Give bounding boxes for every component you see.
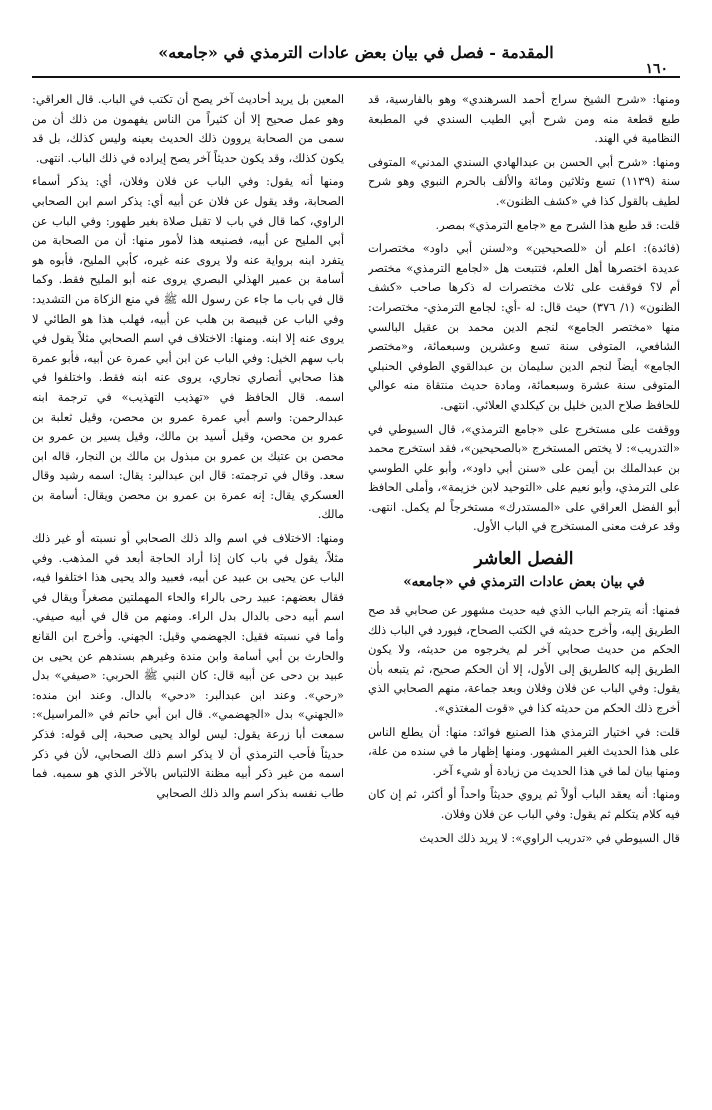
left-column (32, 90, 344, 1090)
paragraph: قلت: في اختيار الترمذي هذا الصنيع فوائد: منها: أن يطلع الناس على هذا الحديث الغير المشهور. ومنها إظهار ما في سنده من علة، ومنها بيان لما في هذا الحديث من زيادة أو شيء آخر. (368, 724, 680, 778)
paragraph: (فائدة): اعلم أن «للصحيحين» و«لسنن أبي داود» مختصرات عديدة اختصرها أهل العلم، فتتبعت هل «لجامع الترمذي» مختصر أم لا؟ فوقفت على ثلاث مختصرات له ذكرها صاحب «كشف الظنون» (١/ ٣٧٦) حيث قال: له -أي: لجامع الترمذي- مختصرات: منها «مختصر الجامع» لنجم الدين محمد بن عقيل البالسي الشافعي، المتوفى سنة تسع وعشرين وسبعمائة، و«مختصر الجامع» أيضاً لنجم الدين سليمان بن عبدالقوي الطوفي الحنبلي المتوفى سنة عشرة وسبعمائة، ومادة حديث منتقاة منه عوالي للحافظ صلاح الدين خليل بن كيكلدي العلائي. انتهى. (368, 241, 680, 412)
page-number: ١٦٠ (645, 61, 668, 77)
running-title: المقدمة - فصل في بيان بعض عادات الترمذي في «جامعه» (158, 43, 554, 62)
paragraph: فمنها: أنه يترجم الباب الذي فيه حديث مشهور عن صحابي قد صح الطريق إليه، وأخرج حديثه في الكتب الصحاح، فيورد في الباب ذلك الحكم من حديث صحابي آخر لم يخرجوه من حديثه، ولا يكون الطريق إليه كالطريق إلى الأول، إلا أن الحكم صحيح، ثم يتبعه بأن يقول: وفي الباب عن فلان وفلان وبعد جماعة، منهم الصحابي الذي أخرج ذلك الحكم من حديثه كذا في «قوت المغتذي». (368, 603, 680, 716)
page-header (32, 36, 680, 78)
paragraph: المعين بل يريد أحاديث آخر يصح أن تكتب في الباب. قال العراقي: وهو عمل صحيح إلا أن كثيراً من الناس يفهمون من ذلك أن من سمى من الصحابة يروون ذلك الحديث بعينه وليس كذلك، بل قد يكون كذلك، وقد يكون حديثاً آخر يصح إيراده في ذلك الباب. انتهى. (32, 92, 344, 165)
paragraph: ومنها: «شرح أبي الحسن بن عبدالهادي السندي المدني» المتوفى سنة (١١٣٩) تسع وثلاثين ومائة والألف بالحرم النبوي وهو شرح لطيف بالقول كذا في «كشف الظنون». (368, 154, 680, 208)
paragraph: ومنها أنه يقول: وفي الباب عن فلان وفلان، أي: يذكر أسماء الصحابة، وقد يقول عن فلان عن أبيه أي: يذكر اسم ابن الصحابي الراوي، كما قال في باب لا تقبل صلاة بغير طهور: وفي الباب عن أبي المليح عن أبيه، فصنيعه هذا لأمور منها: أن من الصحابة من يتفرد ابنه برواية عنه ولا يروى عنه غيره، كأبي المليح، فأبوه هو أسامة بن عمير الهذلي البصري يروى عنه أبو المليح فقط. وكما قال في باب ما جاء عن رسول الله ﷺ في منع الزكاة من التشديد: وفي الباب عن قبيصة بن هلب عن أبيه، فهلب هذا هو الطائي لا يروى عنه إلا ابنه. ومنها: الاختلاف في اسم الصحابي مثلاً يقول في باب سهم الخيل: وفي الباب عن ابن أبي عمرة عن أبيه، فأبو عمرة هذا صحابي أنصاري نجاري، يروى عنه ابنه فقط. واختلفوا في اسمه. قال الحافظ في «تهذيب التهذيب» في ترجمة ابنه عبدالرحمن: واسم أبي عمرة عمرو بن محصن، وقيل ثعلبة بن عمرو بن محصن، وقيل أسيد بن مالك، وقيل يسير بن عمرو بن محصن بن عتيك بن عمرو بن مبذول بن مالك بن النجار، قاله ابن سعد. وقال في ترجمته: قال ابن عبدالبر: يقال: اسمه رشيد وقال العسكري يقال: إنه عمرة بن عمرو بن محصن ويقال: أسامة بن مالك. (32, 174, 344, 522)
paragraph: قلت: قد طبع هذا الشرح مع «جامع الترمذي» بمصر. (435, 217, 680, 232)
chapter-heading (368, 547, 680, 593)
right-column (368, 90, 680, 1090)
paragraph: ومنها: «شرح الشيخ سراج أحمد السرهندي» وهو بالفارسية، قد طبع قطعة منه ومن شرح أبي الطيب السندي في المطبعة النظامية في الهند. (368, 92, 680, 146)
chapter-title: الفصل العاشر (474, 549, 574, 570)
paragraph: ووقفت على مستخرج على «جامع الترمذي»، قال السيوطي في «التدريب»: لا يختص المستخرج «بالصحيحين»، فقد استخرج محمد بن عبدالملك بن أيمن على «سنن أبي داود»، وأبو علي الطوسي على الترمذي، وأبو نعيم على «التوحيد لابن خزيمة»، وأملى الحافظ أبو الفضل العراقي على «المستدرك» مستخرجاً لم يكمل. انتهى. وقد عرفت معنى المستخرج في الباب الأول. (368, 421, 680, 534)
paragraph: ومنها: أنه يعقد الباب أولاً ثم يروي حديثاً واحداً أو أكثر، ثم إن كان فيه كلام يتكلم ثم يقول: وفي الباب عن فلان وفلان. (368, 787, 680, 821)
paragraph: ومنها: الاختلاف في اسم والد ذلك الصحابي أو نسبته أو غير ذلك مثلاً، يقول في باب كان إذا أراد الحاجة أبعد في المذهب. وفي الباب عن يحيى بن عبيد عن أبيه، فعبيد والد يحيى هذا اختلفوا فيه، فقال بعضهم: عبيد رحى بالراء والحاء المهملتين مصغراً ويقال في اسم أبيه دحى بالدال بدل الراء. ومنهم من قال في أبيه صيفي. وأما في نسبته فقيل: الجهضمي وقيل: الجهني. وأخرج ابن القانع والحارث بن أبي أسامة وابن مندة وغيرهم بسندهم عن يحيى بن عبيد بن دحى عن أبيه قال: كان النبي ﷺ الحربي: «صيفي» بدل «رحي». وعند ابن عبدالبر: «دحي» بالدال. وعند ابن منده: «الجهني» بدل «الجهضمي». قال ابن أبي حاتم في «المراسيل»: سمعت أبا زرعة يقول: ليس لوالد يحيى صحبة، إلى قوله: فذكر حديثاً فأحب الترمذي أن لا يذكر اسم ذلك الصحابي، لأن في ذكر اسمه من غير ذكر أبيه مظنة الالتباس بالآخر الذي هو سميه. فما طاب نفسه بذكر اسم والد ذلك الصحابي (32, 531, 344, 800)
paragraph: قال السيوطي في «تدريب الراوي»: لا يريد ذلك الحديث (419, 830, 680, 845)
chapter-subtitle: في بيان بعض عادات الترمذي في «جامعه» (403, 574, 645, 591)
